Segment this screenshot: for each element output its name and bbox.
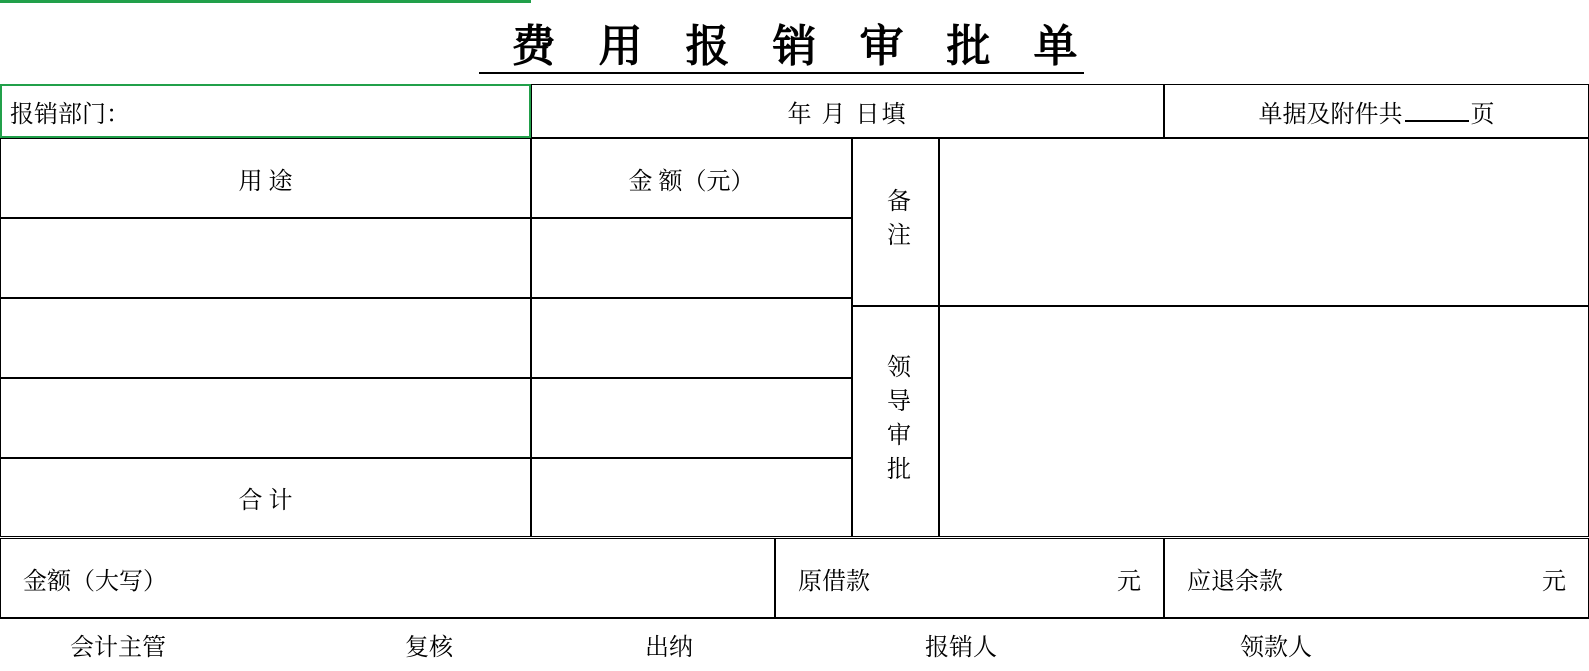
- signature-payee[interactable]: 领款人: [1240, 635, 1312, 661]
- purpose-column-header: [0, 138, 531, 218]
- table-row-amount-0[interactable]: [531, 218, 852, 298]
- table-row-amount-2[interactable]: [531, 378, 852, 458]
- table-row-purpose-0[interactable]: [0, 218, 531, 298]
- attachment-count-input[interactable]: [1405, 100, 1469, 122]
- total-label: 合 计: [238, 488, 293, 514]
- signature-accounting-supervisor[interactable]: 会计主管: [70, 635, 166, 661]
- signature-row: [0, 618, 1589, 671]
- refund-cell[interactable]: [1164, 538, 1589, 618]
- attachment-suffix-label: 页: [1470, 101, 1495, 128]
- date-line-label: 年 月 日填: [787, 101, 908, 128]
- approval-label: 领导审批: [882, 353, 909, 490]
- remark-value-cell[interactable]: [939, 138, 1589, 306]
- loan-cell[interactable]: [775, 538, 1164, 618]
- attachment-count-cell[interactable]: [1164, 84, 1589, 138]
- page-title: 费 用 报 销 审 批 单: [511, 22, 1094, 71]
- title-row: [0, 0, 1589, 82]
- amount-words-label: 金额（大写）: [23, 568, 167, 595]
- amount-column-header: [531, 138, 852, 218]
- table-row-purpose-1[interactable]: [0, 298, 531, 378]
- refund-unit: 元: [1542, 568, 1566, 595]
- amount-column-label: 金 额（元）: [628, 168, 755, 195]
- date-cell[interactable]: [531, 84, 1164, 138]
- table-row-purpose-2[interactable]: [0, 378, 531, 458]
- table-row-amount-1[interactable]: [531, 298, 852, 378]
- total-label-cell: [0, 458, 531, 537]
- total-amount-cell[interactable]: [531, 458, 852, 537]
- department-cell[interactable]: [0, 84, 531, 138]
- department-label: 报销部门：: [10, 101, 130, 128]
- loan-label: 原借款: [798, 568, 870, 595]
- signature-cashier[interactable]: 出纳: [645, 635, 693, 661]
- title-underline: [479, 72, 1084, 74]
- purpose-column-label: 用 途: [238, 168, 293, 195]
- remark-label-cell: [852, 138, 939, 306]
- remark-label: 备注: [882, 188, 909, 256]
- approval-label-cell: [852, 306, 939, 537]
- signature-reviewer[interactable]: 复核: [405, 635, 453, 661]
- amount-words-cell[interactable]: [0, 538, 775, 618]
- refund-label: 应退余款: [1187, 568, 1283, 595]
- signature-claimant[interactable]: 报销人: [925, 635, 997, 661]
- loan-unit: 元: [1117, 568, 1141, 595]
- attachment-prefix-label: 单据及附件共: [1258, 101, 1403, 128]
- approval-value-cell[interactable]: [939, 306, 1589, 537]
